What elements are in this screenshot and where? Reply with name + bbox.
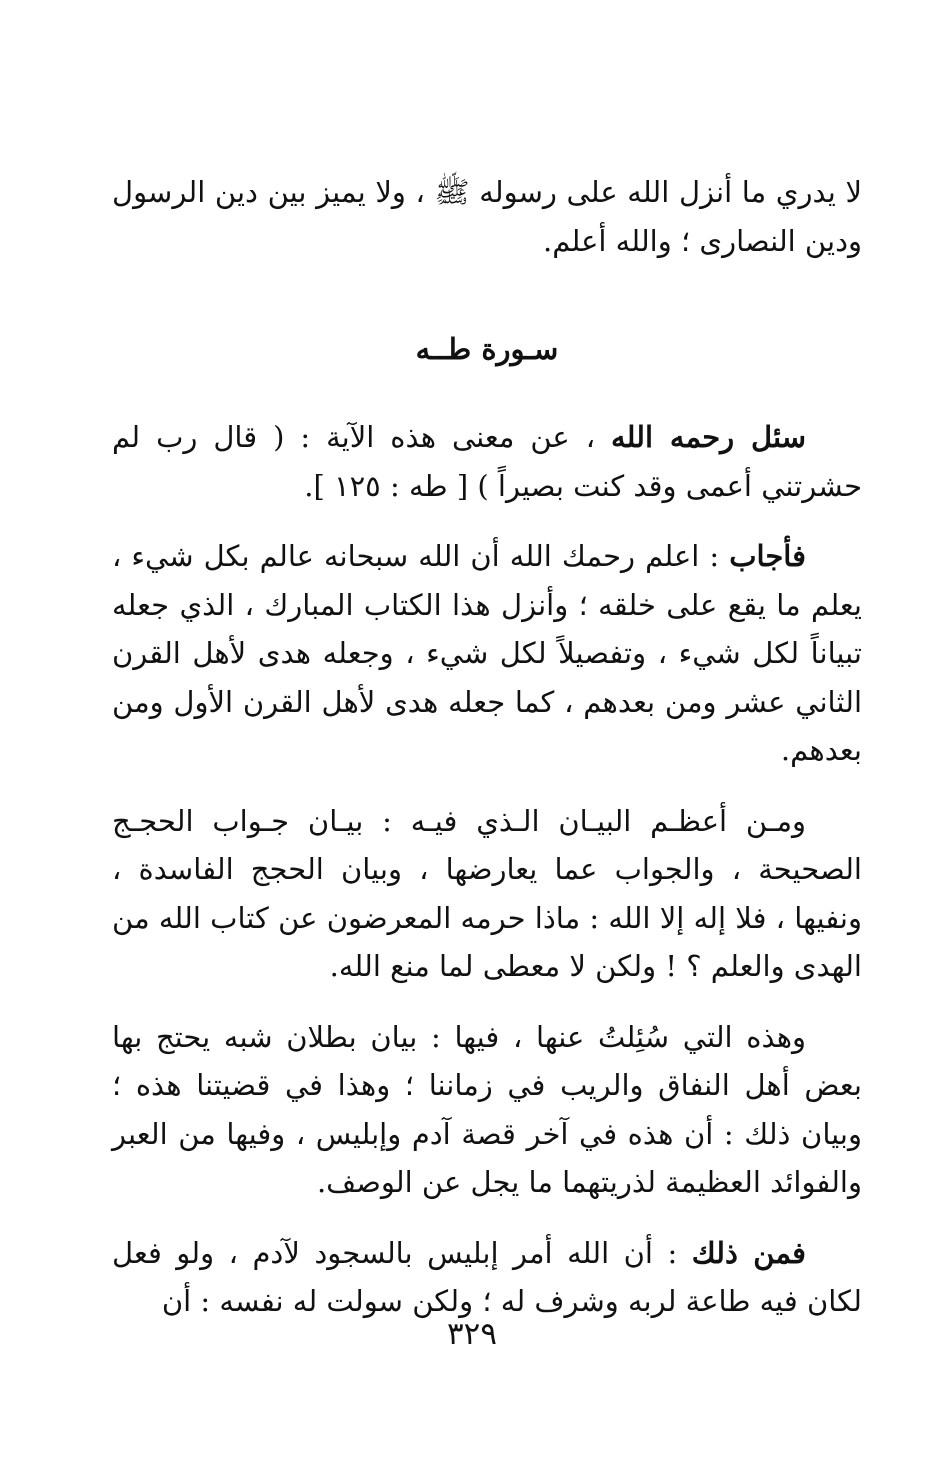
- paragraph-body: [112, 1229, 862, 1326]
- paragraph-lead: سئل رحمه الله: [611, 420, 806, 454]
- paragraph-text: : اعلم رحمك الله أن الله سبحانه عالم بكل شيء ، يعلم ما يقع على خلقه ؛ وأنزل هذا الكتاب المبارك ، الذي جعله تبياناً لكل شيء ، وتفصيلاً لكل شيء ، وجعله هدى لأهل القرن الثاني عشر ومن بعدهم ، كما جعله هدى لأهل القرن الأول ومن بعدهم.: [112, 539, 862, 767]
- paragraph-question: [112, 413, 862, 510]
- paragraph-text: وهذه التي سُئِلتُ عنها ، فيها : بيان بطلان شبه يحتج بها بعض أهل النفاق والريب في زماننا ؛ وهذا في قضيتنا هذه ؛ وبيان ذلك : أن هذه في آخر قصة آدم وإبليس ، وفيها من العبر والفوائد العظيمة لذريتهما ما يجل عن الوصف.: [112, 1019, 862, 1199]
- paragraph-answer: [112, 532, 862, 775]
- paragraph-body: [112, 797, 862, 991]
- paragraph-lead: فأجاب: [729, 539, 806, 573]
- paragraph-body: [112, 1013, 862, 1207]
- paragraph-continuation: [112, 168, 862, 265]
- paragraph-text: ، عن معنى هذه الآية : ( قال رب لم حشرتني أعمى وقد كنت بصيراً ) [ طه : ١٢٥ ].: [112, 420, 862, 503]
- section-heading: سـورة طــه: [415, 332, 559, 366]
- paragraph-text: ومـن أعظـم البيـان الـذي فيـه : بيـان جـواب الحجـج الصحيحة ، والجواب عما يعارضها ، وبيان الحجج الفاسدة ، ونفيها ، فلا إله إلا الله : ماذا حرمه المعرضون عن كتاب الله من الهدى والعلم ؟ ! ولكن لا معطى لما منع الله.: [112, 803, 862, 983]
- paragraph-text: لا يدري ما أنزل الله على رسوله ﷺ ، ولا يميز بين دين الرسول ودين النصارى ؛ والله أعلم.: [112, 175, 862, 258]
- page-number: ٣٢٩: [447, 1316, 497, 1352]
- paragraph-text: : أن الله أمر إبليس بالسجود لآدم ، ولو فعل لكان فيه طاعة لربه وشرف له ؛ ولكن سولت له نفسه : أن: [112, 1235, 862, 1318]
- paragraph-lead: فمن ذلك: [691, 1235, 806, 1270]
- page-body: [112, 168, 862, 1326]
